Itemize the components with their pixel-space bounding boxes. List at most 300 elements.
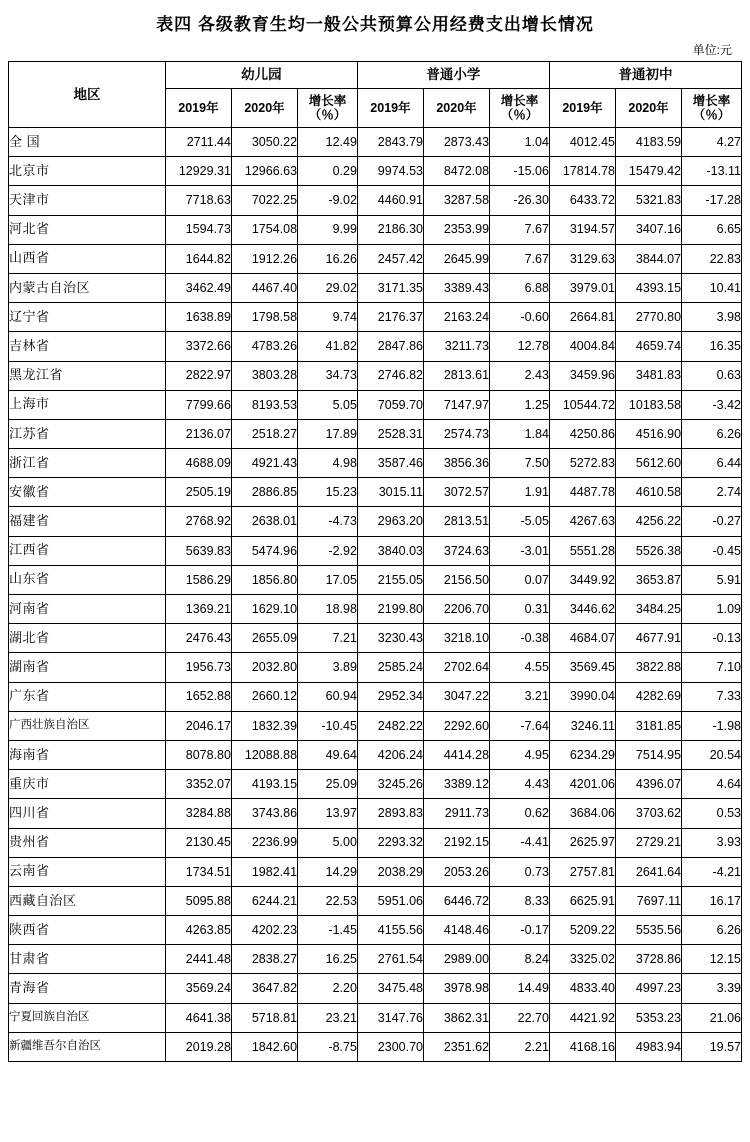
- cell-primary-2019: 2457.42: [357, 244, 423, 273]
- cell-junior-2020: 4183.59: [616, 128, 682, 157]
- table-row: [9, 857, 742, 886]
- cell-junior-2019: 5209.22: [549, 916, 615, 945]
- page-title: 表四 各级教育生均一般公共预算公用经费支出增长情况: [156, 15, 594, 34]
- cell-junior-2019: 3194.57: [549, 215, 615, 244]
- row-region: 黑龙江省: [9, 361, 166, 390]
- cell-primary-rate: 12.78: [490, 332, 550, 361]
- cell-primary-rate: -26.30: [490, 186, 550, 215]
- cell-kindergarten-rate: 2.20: [298, 974, 358, 1003]
- cell-kindergarten-2019: 3569.24: [165, 974, 231, 1003]
- cell-primary-2019: 2528.31: [357, 419, 423, 448]
- cell-kindergarten-rate: -2.92: [298, 536, 358, 565]
- row-region: 宁夏回族自治区: [9, 1003, 166, 1032]
- cell-primary-2019: 3245.26: [357, 770, 423, 799]
- cell-kindergarten-rate: 0.29: [298, 157, 358, 186]
- cell-junior-rate: 6.65: [682, 215, 742, 244]
- table-header: [9, 62, 742, 128]
- row-region: 山东省: [9, 565, 166, 594]
- cell-junior-2020: 3728.86: [616, 945, 682, 974]
- cell-primary-rate: 0.31: [490, 595, 550, 624]
- cell-junior-2019: 3979.01: [549, 273, 615, 302]
- cell-primary-2020: 3862.31: [423, 1003, 489, 1032]
- cell-primary-2019: 3840.03: [357, 536, 423, 565]
- cell-primary-2019: 2843.79: [357, 128, 423, 157]
- cell-primary-rate: 1.84: [490, 419, 550, 448]
- header-junior-2020: 2020年: [616, 89, 682, 128]
- cell-junior-rate: 0.53: [682, 799, 742, 828]
- table-row: [9, 916, 742, 945]
- row-region: 新疆维吾尔自治区: [9, 1032, 166, 1061]
- row-region: 山西省: [9, 244, 166, 273]
- cell-kindergarten-rate: 18.98: [298, 595, 358, 624]
- cell-kindergarten-2019: 1734.51: [165, 857, 231, 886]
- cell-kindergarten-2020: 5474.96: [231, 536, 297, 565]
- cell-primary-2020: 2292.60: [423, 711, 489, 740]
- cell-junior-2019: 4201.06: [549, 770, 615, 799]
- cell-junior-2020: 3703.62: [616, 799, 682, 828]
- cell-junior-2020: 3844.07: [616, 244, 682, 273]
- cell-primary-rate: 0.62: [490, 799, 550, 828]
- cell-kindergarten-rate: 14.29: [298, 857, 358, 886]
- cell-kindergarten-2020: 2236.99: [231, 828, 297, 857]
- cell-primary-rate: 22.70: [490, 1003, 550, 1032]
- cell-kindergarten-2019: 3462.49: [165, 273, 231, 302]
- table-row: [9, 186, 742, 215]
- cell-primary-2019: 2176.37: [357, 303, 423, 332]
- row-region: 西藏自治区: [9, 886, 166, 915]
- cell-kindergarten-2020: 3803.28: [231, 361, 297, 390]
- cell-junior-rate: 3.39: [682, 974, 742, 1003]
- cell-kindergarten-rate: 49.64: [298, 740, 358, 769]
- table-row: [9, 390, 742, 419]
- cell-primary-2019: 4155.56: [357, 916, 423, 945]
- cell-primary-2019: 7059.70: [357, 390, 423, 419]
- row-region: 海南省: [9, 740, 166, 769]
- header-group-kindergarten: 幼儿园: [165, 62, 357, 89]
- cell-junior-rate: 3.93: [682, 828, 742, 857]
- cell-junior-2020: 4516.90: [616, 419, 682, 448]
- cell-primary-2020: 3287.58: [423, 186, 489, 215]
- cell-junior-2020: 5535.56: [616, 916, 682, 945]
- header-rate-line1: 增长率: [500, 94, 539, 108]
- cell-junior-2020: 4997.23: [616, 974, 682, 1003]
- row-region: 湖南省: [9, 653, 166, 682]
- table-row: [9, 449, 742, 478]
- cell-kindergarten-2020: 1754.08: [231, 215, 297, 244]
- cell-primary-2019: 3230.43: [357, 624, 423, 653]
- cell-primary-2020: 2163.24: [423, 303, 489, 332]
- cell-junior-2020: 4659.74: [616, 332, 682, 361]
- cell-junior-rate: 4.64: [682, 770, 742, 799]
- cell-primary-2019: 4206.24: [357, 740, 423, 769]
- cell-primary-2019: 2847.86: [357, 332, 423, 361]
- cell-junior-2020: 10183.58: [616, 390, 682, 419]
- cell-kindergarten-2020: 1798.58: [231, 303, 297, 332]
- row-region: 重庆市: [9, 770, 166, 799]
- header-rate-line2: （％）: [308, 108, 347, 122]
- cell-primary-2019: 2893.83: [357, 799, 423, 828]
- table-row: [9, 945, 742, 974]
- cell-kindergarten-2019: 2768.92: [165, 507, 231, 536]
- cell-primary-rate: -5.05: [490, 507, 550, 536]
- row-region: 全 国: [9, 128, 166, 157]
- cell-primary-rate: 4.43: [490, 770, 550, 799]
- cell-kindergarten-rate: 12.49: [298, 128, 358, 157]
- cell-kindergarten-rate: 9.74: [298, 303, 358, 332]
- cell-junior-rate: 4.27: [682, 128, 742, 157]
- cell-primary-rate: 4.55: [490, 653, 550, 682]
- cell-primary-2020: 3072.57: [423, 478, 489, 507]
- cell-kindergarten-2020: 1912.26: [231, 244, 297, 273]
- table-row: [9, 624, 742, 653]
- header-primary-rate: [490, 89, 550, 128]
- cell-junior-rate: 16.35: [682, 332, 742, 361]
- cell-primary-rate: 2.21: [490, 1032, 550, 1061]
- cell-kindergarten-rate: 3.89: [298, 653, 358, 682]
- cell-kindergarten-rate: 34.73: [298, 361, 358, 390]
- cell-primary-2020: 2574.73: [423, 419, 489, 448]
- row-region: 内蒙古自治区: [9, 273, 166, 302]
- cell-primary-2020: 2192.15: [423, 828, 489, 857]
- cell-junior-rate: -4.21: [682, 857, 742, 886]
- cell-primary-rate: 4.95: [490, 740, 550, 769]
- table-row: [9, 799, 742, 828]
- cell-primary-2020: 4414.28: [423, 740, 489, 769]
- cell-primary-2020: 3218.10: [423, 624, 489, 653]
- cell-kindergarten-2020: 4467.40: [231, 273, 297, 302]
- cell-primary-2020: 3047.22: [423, 682, 489, 711]
- cell-junior-rate: 20.54: [682, 740, 742, 769]
- cell-junior-2020: 2729.21: [616, 828, 682, 857]
- cell-primary-2020: 3856.36: [423, 449, 489, 478]
- cell-primary-rate: 7.67: [490, 215, 550, 244]
- table-row: [9, 770, 742, 799]
- cell-kindergarten-rate: 16.26: [298, 244, 358, 273]
- header-row-groups: [9, 62, 742, 89]
- cell-junior-rate: 7.10: [682, 653, 742, 682]
- cell-primary-rate: 7.50: [490, 449, 550, 478]
- cell-kindergarten-2020: 1629.10: [231, 595, 297, 624]
- cell-kindergarten-2019: 2505.19: [165, 478, 231, 507]
- row-region: 云南省: [9, 857, 166, 886]
- table-row: [9, 740, 742, 769]
- cell-kindergarten-2019: 2046.17: [165, 711, 231, 740]
- cell-kindergarten-2020: 2032.80: [231, 653, 297, 682]
- cell-primary-2020: 3211.73: [423, 332, 489, 361]
- cell-primary-rate: -4.41: [490, 828, 550, 857]
- cell-junior-rate: -0.13: [682, 624, 742, 653]
- cell-kindergarten-rate: -1.45: [298, 916, 358, 945]
- cell-junior-2019: 5551.28: [549, 536, 615, 565]
- cell-kindergarten-2019: 4263.85: [165, 916, 231, 945]
- cell-junior-2019: 4833.40: [549, 974, 615, 1003]
- cell-primary-2019: 9974.53: [357, 157, 423, 186]
- table-body: [9, 128, 742, 1062]
- cell-primary-rate: 3.21: [490, 682, 550, 711]
- cell-kindergarten-2019: 7799.66: [165, 390, 231, 419]
- cell-junior-2019: 4012.45: [549, 128, 615, 157]
- cell-kindergarten-rate: 60.94: [298, 682, 358, 711]
- cell-kindergarten-2020: 3050.22: [231, 128, 297, 157]
- cell-junior-rate: 6.26: [682, 916, 742, 945]
- cell-junior-2020: 5353.23: [616, 1003, 682, 1032]
- cell-kindergarten-rate: 29.02: [298, 273, 358, 302]
- table-row: [9, 128, 742, 157]
- cell-kindergarten-rate: 41.82: [298, 332, 358, 361]
- cell-primary-2020: 2351.62: [423, 1032, 489, 1061]
- cell-junior-2019: 3449.92: [549, 565, 615, 594]
- table-row: [9, 565, 742, 594]
- row-region: 河南省: [9, 595, 166, 624]
- cell-kindergarten-2020: 2838.27: [231, 945, 297, 974]
- cell-primary-rate: 2.43: [490, 361, 550, 390]
- cell-junior-rate: 0.63: [682, 361, 742, 390]
- cell-junior-2019: 3459.96: [549, 361, 615, 390]
- cell-kindergarten-2019: 1369.21: [165, 595, 231, 624]
- cell-kindergarten-2019: 2441.48: [165, 945, 231, 974]
- cell-junior-2019: 4168.16: [549, 1032, 615, 1061]
- row-region: 辽宁省: [9, 303, 166, 332]
- cell-primary-rate: 1.91: [490, 478, 550, 507]
- cell-junior-2019: 3129.63: [549, 244, 615, 273]
- cell-junior-2020: 2770.80: [616, 303, 682, 332]
- cell-kindergarten-rate: -8.75: [298, 1032, 358, 1061]
- row-region: 安徽省: [9, 478, 166, 507]
- cell-kindergarten-2019: 2711.44: [165, 128, 231, 157]
- cell-junior-rate: 3.98: [682, 303, 742, 332]
- cell-junior-rate: 16.17: [682, 886, 742, 915]
- cell-kindergarten-2020: 4193.15: [231, 770, 297, 799]
- table-row: [9, 886, 742, 915]
- table-row: [9, 1003, 742, 1032]
- cell-primary-2019: 3015.11: [357, 478, 423, 507]
- cell-primary-2019: 2952.34: [357, 682, 423, 711]
- header-rate-line1: 增长率: [692, 94, 731, 108]
- cell-primary-2020: 3389.12: [423, 770, 489, 799]
- cell-primary-2020: 2813.51: [423, 507, 489, 536]
- cell-kindergarten-rate: 17.05: [298, 565, 358, 594]
- education-expenditure-table: [8, 61, 742, 1062]
- cell-kindergarten-2019: 4641.38: [165, 1003, 231, 1032]
- header-rate-line2: （％）: [692, 108, 731, 122]
- cell-kindergarten-2020: 1982.41: [231, 857, 297, 886]
- cell-kindergarten-2020: 2638.01: [231, 507, 297, 536]
- cell-kindergarten-2019: 1956.73: [165, 653, 231, 682]
- table-row: [9, 536, 742, 565]
- cell-junior-2020: 3822.88: [616, 653, 682, 682]
- cell-junior-rate: 2.74: [682, 478, 742, 507]
- cell-junior-2020: 4677.91: [616, 624, 682, 653]
- table-row: [9, 478, 742, 507]
- cell-junior-2020: 3481.83: [616, 361, 682, 390]
- cell-junior-2019: 4487.78: [549, 478, 615, 507]
- cell-junior-rate: 6.26: [682, 419, 742, 448]
- cell-primary-2019: 3171.35: [357, 273, 423, 302]
- cell-kindergarten-2020: 2655.09: [231, 624, 297, 653]
- cell-primary-2019: 2761.54: [357, 945, 423, 974]
- cell-primary-rate: 6.88: [490, 273, 550, 302]
- cell-junior-rate: 22.83: [682, 244, 742, 273]
- cell-junior-2019: 3990.04: [549, 682, 615, 711]
- cell-primary-2020: 2353.99: [423, 215, 489, 244]
- cell-kindergarten-2020: 2886.85: [231, 478, 297, 507]
- cell-junior-2020: 2641.64: [616, 857, 682, 886]
- cell-kindergarten-2020: 7022.25: [231, 186, 297, 215]
- cell-junior-2020: 3407.16: [616, 215, 682, 244]
- cell-kindergarten-2020: 4783.26: [231, 332, 297, 361]
- cell-kindergarten-2020: 1842.60: [231, 1032, 297, 1061]
- cell-primary-2020: 7147.97: [423, 390, 489, 419]
- cell-primary-2019: 3147.76: [357, 1003, 423, 1032]
- cell-primary-rate: -3.01: [490, 536, 550, 565]
- cell-kindergarten-2020: 8193.53: [231, 390, 297, 419]
- header-kindergarten-2019: 2019年: [165, 89, 231, 128]
- cell-kindergarten-2019: 1586.29: [165, 565, 231, 594]
- cell-primary-2020: 2989.00: [423, 945, 489, 974]
- header-region: 地区: [9, 62, 166, 128]
- cell-junior-2020: 4282.69: [616, 682, 682, 711]
- cell-kindergarten-2020: 2518.27: [231, 419, 297, 448]
- row-region: 福建省: [9, 507, 166, 536]
- table-row: [9, 1032, 742, 1061]
- cell-junior-rate: 6.44: [682, 449, 742, 478]
- cell-kindergarten-2019: 1644.82: [165, 244, 231, 273]
- cell-junior-rate: 5.91: [682, 565, 742, 594]
- cell-kindergarten-rate: 4.98: [298, 449, 358, 478]
- cell-primary-2019: 4460.91: [357, 186, 423, 215]
- cell-primary-rate: -7.64: [490, 711, 550, 740]
- row-region: 江苏省: [9, 419, 166, 448]
- row-region: 江西省: [9, 536, 166, 565]
- cell-junior-2019: 4267.63: [549, 507, 615, 536]
- cell-junior-2020: 15479.42: [616, 157, 682, 186]
- cell-primary-rate: -15.06: [490, 157, 550, 186]
- cell-kindergarten-2020: 4202.23: [231, 916, 297, 945]
- cell-junior-rate: -13.11: [682, 157, 742, 186]
- table-row: [9, 711, 742, 740]
- table-row: [9, 595, 742, 624]
- cell-primary-2020: 2206.70: [423, 595, 489, 624]
- cell-primary-2019: 2482.22: [357, 711, 423, 740]
- header-group-primary: 普通小学: [357, 62, 549, 89]
- cell-junior-rate: -17.28: [682, 186, 742, 215]
- cell-junior-2020: 4610.58: [616, 478, 682, 507]
- table-row: [9, 974, 742, 1003]
- cell-junior-2020: 4393.15: [616, 273, 682, 302]
- row-region: 四川省: [9, 799, 166, 828]
- cell-junior-2019: 3569.45: [549, 653, 615, 682]
- cell-primary-2020: 2813.61: [423, 361, 489, 390]
- cell-junior-rate: -3.42: [682, 390, 742, 419]
- row-region: 浙江省: [9, 449, 166, 478]
- table-row: [9, 303, 742, 332]
- cell-primary-2019: 5951.06: [357, 886, 423, 915]
- table-row: [9, 682, 742, 711]
- cell-kindergarten-2020: 2660.12: [231, 682, 297, 711]
- cell-junior-2019: 17814.78: [549, 157, 615, 186]
- table-row: [9, 828, 742, 857]
- cell-kindergarten-rate: 7.21: [298, 624, 358, 653]
- cell-kindergarten-rate: 22.53: [298, 886, 358, 915]
- cell-kindergarten-2019: 1638.89: [165, 303, 231, 332]
- cell-kindergarten-2020: 5718.81: [231, 1003, 297, 1032]
- table-row: [9, 244, 742, 273]
- cell-junior-rate: -1.98: [682, 711, 742, 740]
- cell-junior-2019: 6234.29: [549, 740, 615, 769]
- cell-primary-2019: 2186.30: [357, 215, 423, 244]
- cell-kindergarten-2020: 6244.21: [231, 886, 297, 915]
- row-region: 广西壮族自治区: [9, 711, 166, 740]
- cell-kindergarten-2019: 5095.88: [165, 886, 231, 915]
- cell-primary-2020: 2645.99: [423, 244, 489, 273]
- table-row: [9, 215, 742, 244]
- cell-kindergarten-rate: 25.09: [298, 770, 358, 799]
- cell-junior-2020: 3484.25: [616, 595, 682, 624]
- table-row: [9, 507, 742, 536]
- cell-junior-2020: 4256.22: [616, 507, 682, 536]
- cell-primary-2020: 4148.46: [423, 916, 489, 945]
- cell-primary-2019: 2155.05: [357, 565, 423, 594]
- cell-junior-2019: 6433.72: [549, 186, 615, 215]
- cell-junior-rate: 12.15: [682, 945, 742, 974]
- cell-junior-2020: 4983.94: [616, 1032, 682, 1061]
- cell-kindergarten-rate: 15.23: [298, 478, 358, 507]
- cell-primary-2020: 2911.73: [423, 799, 489, 828]
- cell-primary-2019: 2746.82: [357, 361, 423, 390]
- cell-primary-rate: 1.25: [490, 390, 550, 419]
- cell-junior-2019: 3446.62: [549, 595, 615, 624]
- cell-primary-rate: -0.38: [490, 624, 550, 653]
- cell-primary-2020: 2702.64: [423, 653, 489, 682]
- cell-kindergarten-rate: -9.02: [298, 186, 358, 215]
- cell-kindergarten-2019: 5639.83: [165, 536, 231, 565]
- cell-primary-2020: 3978.98: [423, 974, 489, 1003]
- cell-primary-rate: 14.49: [490, 974, 550, 1003]
- cell-kindergarten-2019: 3352.07: [165, 770, 231, 799]
- cell-kindergarten-rate: 13.97: [298, 799, 358, 828]
- table-row: [9, 361, 742, 390]
- cell-kindergarten-2020: 1856.80: [231, 565, 297, 594]
- cell-junior-rate: 10.41: [682, 273, 742, 302]
- table-row: [9, 419, 742, 448]
- table-row: [9, 157, 742, 186]
- cell-kindergarten-2019: 8078.80: [165, 740, 231, 769]
- cell-kindergarten-2020: 12088.88: [231, 740, 297, 769]
- cell-junior-2019: 5272.83: [549, 449, 615, 478]
- cell-kindergarten-2019: 2130.45: [165, 828, 231, 857]
- cell-junior-2020: 4396.07: [616, 770, 682, 799]
- cell-kindergarten-2020: 1832.39: [231, 711, 297, 740]
- table-row: [9, 653, 742, 682]
- cell-kindergarten-2019: 1594.73: [165, 215, 231, 244]
- cell-junior-2019: 3246.11: [549, 711, 615, 740]
- cell-primary-rate: 0.73: [490, 857, 550, 886]
- row-region: 青海省: [9, 974, 166, 1003]
- cell-kindergarten-rate: -10.45: [298, 711, 358, 740]
- header-kindergarten-rate: [298, 89, 358, 128]
- table-row: [9, 332, 742, 361]
- cell-junior-2020: 3653.87: [616, 565, 682, 594]
- cell-junior-2019: 2625.97: [549, 828, 615, 857]
- cell-primary-2019: 2038.29: [357, 857, 423, 886]
- cell-kindergarten-2019: 7718.63: [165, 186, 231, 215]
- cell-primary-rate: 8.24: [490, 945, 550, 974]
- cell-junior-2019: 4004.84: [549, 332, 615, 361]
- cell-kindergarten-rate: 9.99: [298, 215, 358, 244]
- cell-primary-2020: 3389.43: [423, 273, 489, 302]
- cell-primary-2020: 6446.72: [423, 886, 489, 915]
- cell-kindergarten-rate: 17.89: [298, 419, 358, 448]
